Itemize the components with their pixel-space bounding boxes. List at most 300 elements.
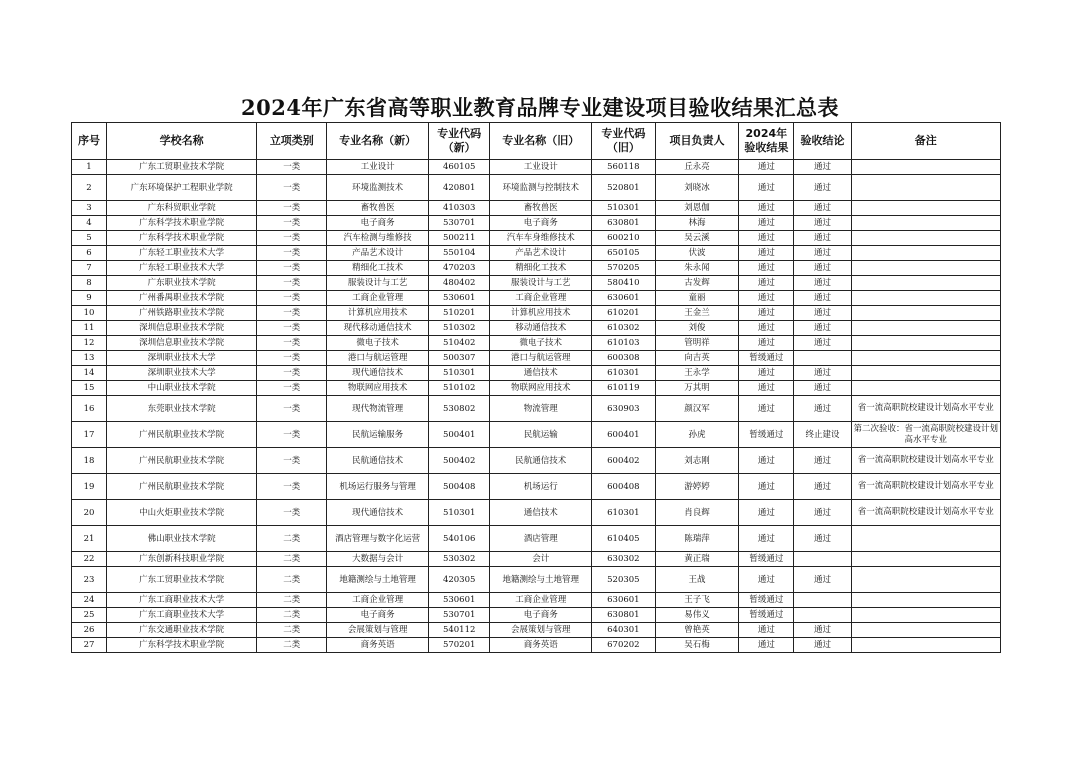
cell-code-old: 610302: [592, 321, 656, 336]
cell-leader: 刘俊: [655, 321, 739, 336]
cell-major-new: 现代物流管理: [327, 396, 429, 422]
cell-major-new: 现代通信技术: [327, 366, 429, 381]
table-row: [72, 593, 1001, 608]
cell-major-new: 地籍测绘与土地管理: [327, 567, 429, 593]
cell-school: 中山火炬职业技术学院: [106, 500, 256, 526]
cell-index: 5: [72, 231, 107, 246]
cell-remarks: [851, 567, 1000, 593]
table-row: [72, 608, 1001, 623]
cell-major-new: 环境监测技术: [327, 175, 429, 201]
cell-result: 暂缓通过: [739, 593, 794, 608]
cell-major-old: 计算机应用技术: [490, 306, 592, 321]
cell-result: 通过: [739, 216, 794, 231]
cell-result: 通过: [739, 246, 794, 261]
cell-category: 一类: [257, 448, 327, 474]
cell-result: 通过: [739, 175, 794, 201]
cell-code-old: 630801: [592, 608, 656, 623]
cell-code-new: 480402: [428, 276, 489, 291]
cell-remarks: [851, 526, 1000, 552]
cell-index: 16: [72, 396, 107, 422]
cell-category: 二类: [257, 526, 327, 552]
cell-major-old: 会计: [490, 552, 592, 567]
cell-remarks: [851, 175, 1000, 201]
table-body: [72, 160, 1001, 653]
cell-code-new: 530701: [428, 216, 489, 231]
cell-code-new: 540106: [428, 526, 489, 552]
cell-result: 通过: [739, 291, 794, 306]
cell-remarks: [851, 381, 1000, 396]
cell-result: 通过: [739, 201, 794, 216]
cell-remarks: [851, 231, 1000, 246]
cell-major-new: 港口与航运管理: [327, 351, 429, 366]
cell-remarks: [851, 160, 1000, 175]
cell-result: 通过: [739, 500, 794, 526]
cell-conclusion: 通过: [794, 306, 851, 321]
cell-school: 广东工商职业技术大学: [106, 593, 256, 608]
table-row: [72, 351, 1001, 366]
table-row: [72, 175, 1001, 201]
cell-remarks: 省一流高职院校建设计划高水平专业: [851, 448, 1000, 474]
cell-code-old: 630903: [592, 396, 656, 422]
cell-conclusion: 通过: [794, 261, 851, 276]
cell-leader: 陈瑞萍: [655, 526, 739, 552]
table-row: [72, 246, 1001, 261]
cell-major-old: 畜牧兽医: [490, 201, 592, 216]
cell-result: 暂缓通过: [739, 422, 794, 448]
cell-code-new: 530802: [428, 396, 489, 422]
cell-result: 通过: [739, 638, 794, 653]
cell-conclusion: 通过: [794, 500, 851, 526]
cell-code-old: 520801: [592, 175, 656, 201]
cell-major-new: 商务英语: [327, 638, 429, 653]
cell-category: 一类: [257, 306, 327, 321]
cell-conclusion: 通过: [794, 567, 851, 593]
cell-result: 通过: [739, 381, 794, 396]
cell-result: 通过: [739, 474, 794, 500]
cell-leader: 刘恩伽: [655, 201, 739, 216]
cell-major-new: 电子商务: [327, 608, 429, 623]
cell-category: 一类: [257, 321, 327, 336]
cell-index: 11: [72, 321, 107, 336]
cell-remarks: [851, 623, 1000, 638]
cell-result: 通过: [739, 366, 794, 381]
cell-major-old: 民航通信技术: [490, 448, 592, 474]
cell-major-old: 工商企业管理: [490, 291, 592, 306]
results-table: [71, 122, 1001, 653]
cell-school: 深圳信息职业技术学院: [106, 321, 256, 336]
table-row: [72, 526, 1001, 552]
cell-category: 一类: [257, 381, 327, 396]
cell-major-old: 微电子技术: [490, 336, 592, 351]
col-header-code-new: 专业代码（新）: [428, 123, 489, 160]
col-header-code-old: 专业代码（旧）: [592, 123, 656, 160]
cell-school: 广州番禺职业技术学院: [106, 291, 256, 306]
cell-leader: 黄正瑞: [655, 552, 739, 567]
cell-major-old: 机场运行: [490, 474, 592, 500]
cell-index: 3: [72, 201, 107, 216]
cell-remarks: [851, 291, 1000, 306]
cell-major-new: 服装设计与工艺: [327, 276, 429, 291]
cell-result: 通过: [739, 160, 794, 175]
cell-school: 广东科学技术职业学院: [106, 231, 256, 246]
cell-code-old: 610405: [592, 526, 656, 552]
cell-school: 广东科学技术职业学院: [106, 638, 256, 653]
cell-code-old: 630302: [592, 552, 656, 567]
cell-index: 20: [72, 500, 107, 526]
cell-major-new: 汽车检测与维修技: [327, 231, 429, 246]
cell-conclusion: 通过: [794, 448, 851, 474]
col-header-leader: 项目负责人: [655, 123, 739, 160]
cell-leader: 吴云溪: [655, 231, 739, 246]
cell-result: 通过: [739, 448, 794, 474]
cell-index: 12: [72, 336, 107, 351]
cell-conclusion: [794, 593, 851, 608]
table-row: [72, 422, 1001, 448]
cell-code-old: 610119: [592, 381, 656, 396]
col-header-category: 立项类别: [257, 123, 327, 160]
cell-category: 二类: [257, 567, 327, 593]
cell-remarks: [851, 246, 1000, 261]
cell-school: 广东交通职业技术学院: [106, 623, 256, 638]
cell-code-new: 530601: [428, 291, 489, 306]
cell-major-new: 微电子技术: [327, 336, 429, 351]
cell-leader: 易伟义: [655, 608, 739, 623]
cell-major-old: 产品艺术设计: [490, 246, 592, 261]
cell-leader: 曾艳英: [655, 623, 739, 638]
cell-conclusion: 通过: [794, 175, 851, 201]
cell-remarks: [851, 336, 1000, 351]
cell-leader: 刘晓冰: [655, 175, 739, 201]
cell-code-new: 540112: [428, 623, 489, 638]
cell-major-new: 工业设计: [327, 160, 429, 175]
cell-major-new: 畜牧兽医: [327, 201, 429, 216]
col-header-school: 学校名称: [106, 123, 256, 160]
cell-result: 暂缓通过: [739, 608, 794, 623]
cell-code-old: 570205: [592, 261, 656, 276]
cell-conclusion: 通过: [794, 291, 851, 306]
cell-index: 25: [72, 608, 107, 623]
cell-code-new: 530601: [428, 593, 489, 608]
cell-major-new: 民航通信技术: [327, 448, 429, 474]
cell-conclusion: 通过: [794, 526, 851, 552]
cell-major-new: 大数据与会计: [327, 552, 429, 567]
table-row: [72, 276, 1001, 291]
table-row: [72, 552, 1001, 567]
cell-result: 通过: [739, 306, 794, 321]
cell-leader: 朱永闻: [655, 261, 739, 276]
cell-category: 二类: [257, 638, 327, 653]
table-row: [72, 160, 1001, 175]
cell-remarks: [851, 366, 1000, 381]
table-row: [72, 396, 1001, 422]
cell-conclusion: 通过: [794, 366, 851, 381]
cell-major-new: 现代通信技术: [327, 500, 429, 526]
cell-category: 一类: [257, 366, 327, 381]
cell-code-new: 550104: [428, 246, 489, 261]
cell-major-new: 电子商务: [327, 216, 429, 231]
cell-major-old: 港口与航运管理: [490, 351, 592, 366]
cell-result: 通过: [739, 567, 794, 593]
col-header-conclusion: 验收结论: [794, 123, 851, 160]
cell-result: 通过: [739, 276, 794, 291]
table-row: [72, 500, 1001, 526]
cell-category: 一类: [257, 175, 327, 201]
cell-conclusion: 通过: [794, 474, 851, 500]
cell-category: 一类: [257, 396, 327, 422]
cell-major-old: 工商企业管理: [490, 593, 592, 608]
cell-code-new: 500408: [428, 474, 489, 500]
cell-major-old: 物流管理: [490, 396, 592, 422]
cell-major-old: 环境监测与控制技术: [490, 175, 592, 201]
cell-code-old: 610301: [592, 366, 656, 381]
cell-category: 一类: [257, 351, 327, 366]
cell-school: 广州民航职业技术学院: [106, 448, 256, 474]
cell-code-old: 650105: [592, 246, 656, 261]
cell-code-old: 510301: [592, 201, 656, 216]
table-row: [72, 366, 1001, 381]
cell-major-new: 会展策划与管理: [327, 623, 429, 638]
cell-leader: 向吉英: [655, 351, 739, 366]
cell-result: 通过: [739, 526, 794, 552]
cell-index: 9: [72, 291, 107, 306]
cell-remarks: [851, 351, 1000, 366]
cell-remarks: 第二次验收：省一流高职院校建设计划高水平专业: [851, 422, 1000, 448]
table-row: [72, 306, 1001, 321]
cell-remarks: [851, 593, 1000, 608]
cell-category: 一类: [257, 291, 327, 306]
cell-school: 深圳职业技术大学: [106, 366, 256, 381]
cell-school: 深圳信息职业技术学院: [106, 336, 256, 351]
cell-leader: 古发辉: [655, 276, 739, 291]
cell-major-new: 精细化工技术: [327, 261, 429, 276]
cell-code-new: 500402: [428, 448, 489, 474]
cell-school: 广东环境保护工程职业学院: [106, 175, 256, 201]
cell-code-old: 630601: [592, 593, 656, 608]
cell-leader: 管明祥: [655, 336, 739, 351]
cell-remarks: [851, 638, 1000, 653]
table-row: [72, 474, 1001, 500]
cell-conclusion: 通过: [794, 623, 851, 638]
cell-leader: 林海: [655, 216, 739, 231]
cell-category: 一类: [257, 336, 327, 351]
cell-category: 一类: [257, 474, 327, 500]
cell-category: 一类: [257, 160, 327, 175]
cell-remarks: 省一流高职院校建设计划高水平专业: [851, 500, 1000, 526]
table-row: [72, 216, 1001, 231]
cell-conclusion: [794, 552, 851, 567]
cell-code-new: 510302: [428, 321, 489, 336]
cell-code-new: 510201: [428, 306, 489, 321]
cell-school: 广东创新科技职业学院: [106, 552, 256, 567]
cell-code-new: 530701: [428, 608, 489, 623]
cell-code-old: 610201: [592, 306, 656, 321]
cell-conclusion: 通过: [794, 216, 851, 231]
table-row: [72, 623, 1001, 638]
cell-index: 21: [72, 526, 107, 552]
cell-code-old: 670202: [592, 638, 656, 653]
cell-conclusion: 通过: [794, 231, 851, 246]
table-row: [72, 448, 1001, 474]
cell-leader: 丘永亮: [655, 160, 739, 175]
cell-school: 广州民航职业技术学院: [106, 474, 256, 500]
cell-category: 一类: [257, 500, 327, 526]
cell-leader: 肖良辉: [655, 500, 739, 526]
cell-conclusion: 通过: [794, 381, 851, 396]
cell-category: 一类: [257, 231, 327, 246]
cell-code-old: 610301: [592, 500, 656, 526]
cell-code-old: 640301: [592, 623, 656, 638]
cell-remarks: [851, 261, 1000, 276]
cell-school: 深圳职业技术大学: [106, 351, 256, 366]
cell-code-new: 510301: [428, 500, 489, 526]
cell-remarks: [851, 608, 1000, 623]
cell-major-new: 工商企业管理: [327, 291, 429, 306]
cell-conclusion: 通过: [794, 160, 851, 175]
cell-code-old: 610103: [592, 336, 656, 351]
cell-index: 22: [72, 552, 107, 567]
header-row: [72, 123, 1001, 160]
cell-major-old: 服装设计与工艺: [490, 276, 592, 291]
cell-remarks: [851, 306, 1000, 321]
cell-index: 23: [72, 567, 107, 593]
cell-index: 13: [72, 351, 107, 366]
cell-major-old: 移动通信技术: [490, 321, 592, 336]
cell-leader: 王金兰: [655, 306, 739, 321]
cell-conclusion: 通过: [794, 201, 851, 216]
cell-major-new: 工商企业管理: [327, 593, 429, 608]
cell-major-old: 电子商务: [490, 608, 592, 623]
col-header-result-2024: 2024年验收结果: [739, 123, 794, 160]
cell-remarks: [851, 552, 1000, 567]
cell-school: 佛山职业技术学院: [106, 526, 256, 552]
cell-result: 通过: [739, 261, 794, 276]
cell-code-new: 510402: [428, 336, 489, 351]
cell-remarks: [851, 276, 1000, 291]
cell-major-new: 现代移动通信技术: [327, 321, 429, 336]
cell-leader: 王永学: [655, 366, 739, 381]
cell-code-old: 600308: [592, 351, 656, 366]
cell-index: 8: [72, 276, 107, 291]
table-row: [72, 638, 1001, 653]
cell-code-old: 600401: [592, 422, 656, 448]
cell-index: 1: [72, 160, 107, 175]
cell-category: 一类: [257, 422, 327, 448]
cell-category: 二类: [257, 593, 327, 608]
cell-code-old: 580410: [592, 276, 656, 291]
cell-conclusion: 通过: [794, 321, 851, 336]
cell-school: 广东科学技术职业学院: [106, 216, 256, 231]
cell-conclusion: 通过: [794, 246, 851, 261]
cell-conclusion: [794, 351, 851, 366]
cell-result: 通过: [739, 336, 794, 351]
cell-major-new: 计算机应用技术: [327, 306, 429, 321]
cell-code-new: 420305: [428, 567, 489, 593]
cell-index: 4: [72, 216, 107, 231]
cell-code-new: 460105: [428, 160, 489, 175]
cell-major-old: 民航运输: [490, 422, 592, 448]
cell-result: 暂缓通过: [739, 552, 794, 567]
cell-major-old: 商务英语: [490, 638, 592, 653]
cell-category: 一类: [257, 216, 327, 231]
cell-conclusion: 通过: [794, 336, 851, 351]
cell-code-old: 630601: [592, 291, 656, 306]
cell-index: 6: [72, 246, 107, 261]
cell-leader: 游婷婷: [655, 474, 739, 500]
cell-school: 广东工贸职业技术学院: [106, 567, 256, 593]
table-row: [72, 261, 1001, 276]
cell-school: 广东轻工职业技术大学: [106, 246, 256, 261]
cell-code-old: 630801: [592, 216, 656, 231]
cell-remarks: 省一流高职院校建设计划高水平专业: [851, 396, 1000, 422]
cell-code-old: 520305: [592, 567, 656, 593]
cell-major-old: 会展策划与管理: [490, 623, 592, 638]
col-header-remarks: 备注: [851, 123, 1000, 160]
cell-school: 广东科贸职业学院: [106, 201, 256, 216]
cell-code-old: 600408: [592, 474, 656, 500]
cell-remarks: 省一流高职院校建设计划高水平专业: [851, 474, 1000, 500]
cell-category: 一类: [257, 201, 327, 216]
cell-remarks: [851, 216, 1000, 231]
table-row: [72, 231, 1001, 246]
cell-code-new: 420801: [428, 175, 489, 201]
cell-leader: 刘志刚: [655, 448, 739, 474]
cell-major-old: 物联网应用技术: [490, 381, 592, 396]
cell-school: 广东工贸职业技术学院: [106, 160, 256, 175]
cell-category: 一类: [257, 276, 327, 291]
cell-major-old: 精细化工技术: [490, 261, 592, 276]
table-row: [72, 381, 1001, 396]
cell-code-new: 410303: [428, 201, 489, 216]
table-row: [72, 201, 1001, 216]
cell-code-new: 570201: [428, 638, 489, 653]
cell-index: 24: [72, 593, 107, 608]
cell-code-old: 600402: [592, 448, 656, 474]
cell-major-new: 民航运输服务: [327, 422, 429, 448]
cell-code-new: 500307: [428, 351, 489, 366]
cell-school: 广州民航职业技术学院: [106, 422, 256, 448]
cell-major-old: 电子商务: [490, 216, 592, 231]
cell-leader: 万其明: [655, 381, 739, 396]
cell-conclusion: [794, 608, 851, 623]
cell-major-new: 酒店管理与数字化运营: [327, 526, 429, 552]
cell-code-new: 500211: [428, 231, 489, 246]
cell-code-new: 510102: [428, 381, 489, 396]
cell-index: 2: [72, 175, 107, 201]
cell-code-new: 500401: [428, 422, 489, 448]
cell-conclusion: 通过: [794, 638, 851, 653]
cell-conclusion: 通过: [794, 396, 851, 422]
table-row: [72, 336, 1001, 351]
cell-remarks: [851, 321, 1000, 336]
cell-leader: 吴石梅: [655, 638, 739, 653]
cell-index: 18: [72, 448, 107, 474]
page-title: 2024年广东省高等职业教育品牌专业建设项目验收结果汇总表: [241, 95, 839, 120]
cell-index: 10: [72, 306, 107, 321]
cell-school: 广州铁路职业技术学院: [106, 306, 256, 321]
cell-leader: 王子飞: [655, 593, 739, 608]
cell-major-old: 通信技术: [490, 366, 592, 381]
cell-school: 广东工商职业技术大学: [106, 608, 256, 623]
cell-index: 19: [72, 474, 107, 500]
cell-index: 17: [72, 422, 107, 448]
cell-index: 7: [72, 261, 107, 276]
cell-leader: 童丽: [655, 291, 739, 306]
cell-major-new: 物联网应用技术: [327, 381, 429, 396]
cell-major-old: 汽车车身维修技术: [490, 231, 592, 246]
cell-school: 广东轻工职业技术大学: [106, 261, 256, 276]
cell-category: 二类: [257, 623, 327, 638]
cell-school: 东莞职业技术学院: [106, 396, 256, 422]
